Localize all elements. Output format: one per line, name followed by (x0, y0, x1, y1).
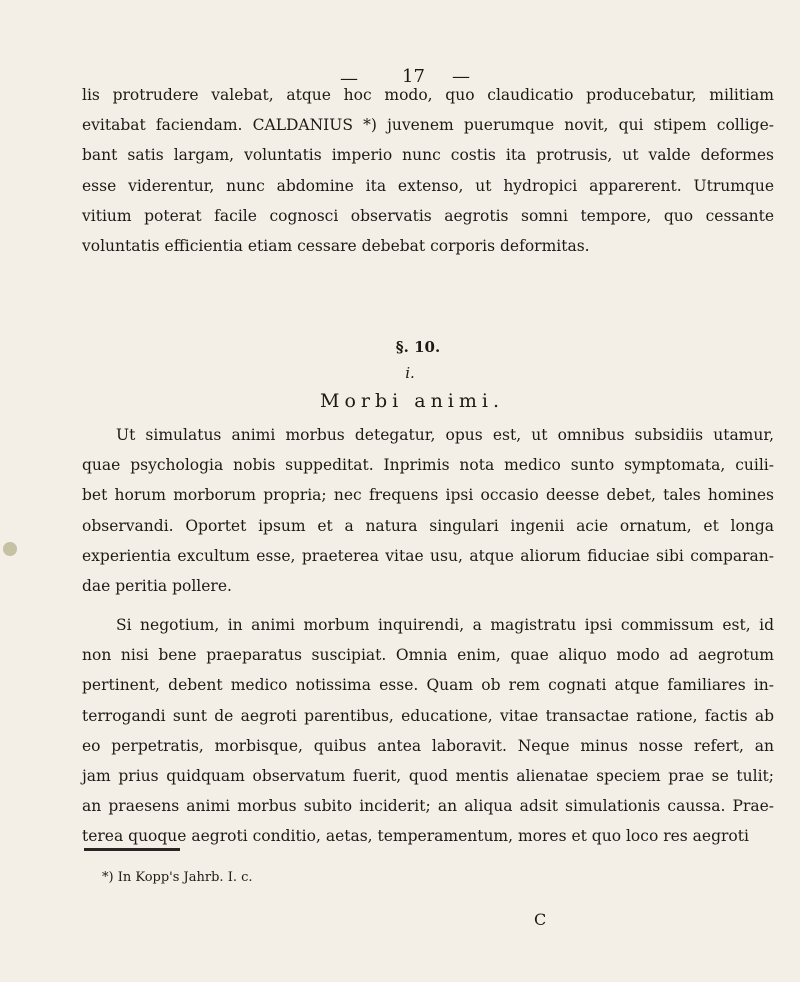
section-title: Morbi animi. (319, 390, 505, 412)
ink-blot (3, 542, 17, 556)
text-line: terea quoque aegroti conditio, aetas, temperamentum, mores et quo loco res aegroti (82, 827, 749, 846)
footnote-rule (84, 848, 180, 851)
text-line: bet horum morborum propria; nec frequens ipsi occasio deesse debet, tales homines (82, 486, 774, 505)
text-line: dae peritia pollere. (82, 576, 232, 595)
header-dash-right: — (452, 66, 470, 87)
text-line: voluntatis efficientia etiam cessare debebat corporis deformitas. (82, 236, 590, 255)
text-line: experientia excultum esse, praeterea vitae usu, atque aliorum fiduciae sibi comparan- (82, 546, 774, 565)
footnote: *) In Kopp's Jahrb. I. c. (102, 870, 253, 885)
text-line: bant satis largam, voluntatis imperio nunc costis ita protrusis, ut valde deformes (82, 146, 774, 165)
text-line: non nisi bene praeparatus suscipiat. Omnia enim, quae aliquo modo ad aegrotum (82, 646, 774, 665)
text-line: jam prius quidquam observatum fuerit, quod mentis alienatae speciem prae se tulit; (82, 766, 774, 785)
header-dash-left: — (340, 68, 358, 89)
text-line: evitabat faciendam. CALDANIUS *) juvenem puerumque novit, qui stipem collige- (82, 116, 774, 135)
text-line: vitium poterat facile cognosci observatis aegrotis somni tempore, quo cessante (82, 206, 774, 225)
text-line: an praesens animi morbus subito inciderit; an aliqua adsit simulationis caussa. Prae- (82, 797, 774, 816)
section-subnumber: i. (405, 364, 415, 382)
text-line: Ut simulatus animi morbus detegatur, opus est, ut omnibus subsidiis utamur, (116, 426, 774, 444)
text-line: terrogandi sunt de aegroti parentibus, educatione, vitae transactae ratione, factis ab (82, 706, 774, 725)
text-line: esse viderentur, nunc abdomine ita extenso, ut hydropici apparerent. Utrumque (82, 176, 774, 195)
page-number: 17 (402, 66, 425, 87)
paragraph-3 (82, 610, 774, 852)
signature-mark: C (534, 910, 547, 929)
text-line: lis protrudere valebat, atque hoc modo, quo claudicatio producebatur, militiam (82, 86, 774, 104)
section-number: §. 10. (395, 338, 441, 356)
text-line: observandi. Oportet ipsum et a natura singulari ingenii acie ornatum, et longa (82, 516, 774, 535)
text-line: pertinent, debent medico notissima esse. Quam ob rem cognati atque familiares in- (82, 676, 774, 695)
paragraph-1 (82, 80, 774, 261)
paragraph-2 (82, 420, 774, 601)
text-line: eo perpetratis, morbisque, quibus antea laboravit. Neque minus nosse refert, an (82, 736, 774, 755)
text-line: Si negotium, in animi morbum inquirendi, a magistratu ipsi commissum est, id (116, 616, 774, 634)
text-line: quae psychologia nobis suppeditat. Inprimis nota medico sunto symptomata, cuili- (82, 456, 774, 475)
